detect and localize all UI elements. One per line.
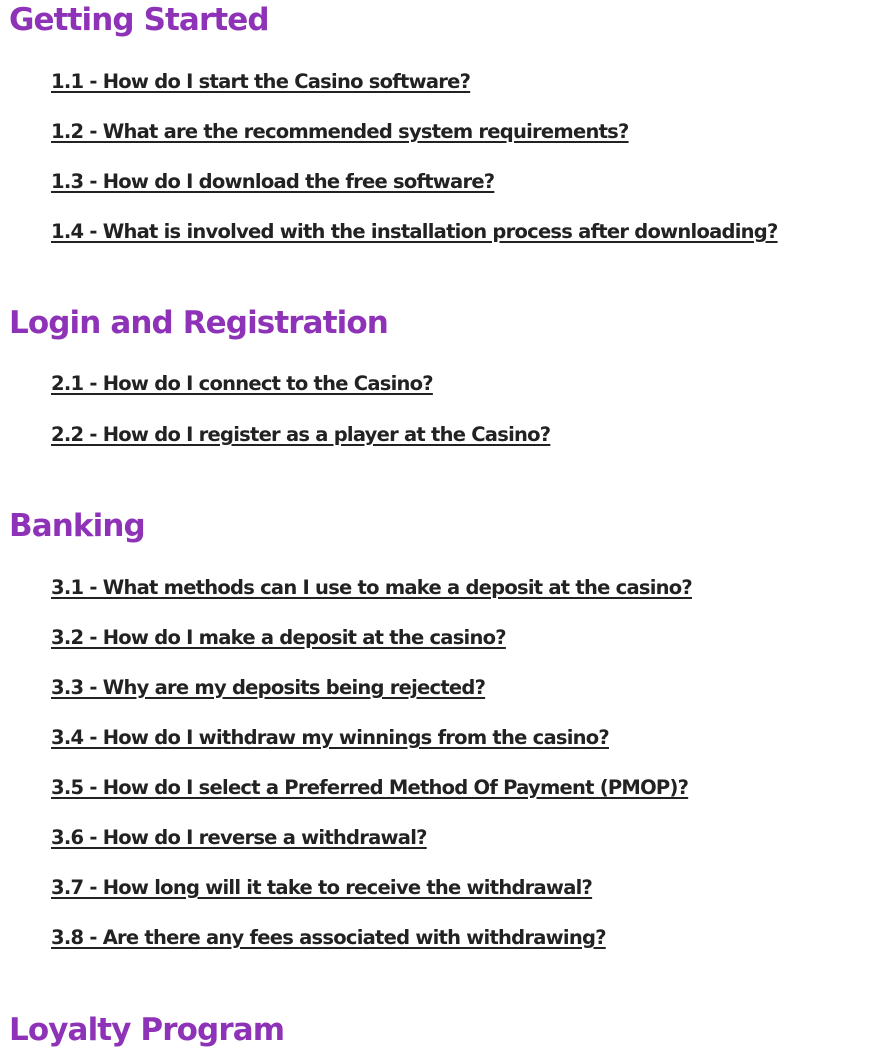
faq-link-3-6[interactable]: 3.6 - How do I reverse a withdrawal? (51, 826, 427, 849)
section-heading-banking: Banking (9, 508, 145, 544)
faq-link-3-1[interactable]: 3.1 - What methods can I use to make a deposit at the casino? (51, 576, 692, 599)
faq-link-1-1[interactable]: 1.1 - How do I start the Casino software? (51, 70, 471, 93)
faq-link-3-5[interactable]: 3.5 - How do I select a Preferred Method Of Payment (PMOP)? (51, 776, 689, 799)
faq-link-3-2[interactable]: 3.2 - How do I make a deposit at the casino? (51, 626, 506, 649)
faq-link-3-3[interactable]: 3.3 - Why are my deposits being rejected? (51, 676, 486, 699)
section-heading-loyalty-program: Loyalty Program (9, 1012, 285, 1048)
faq-link-1-4[interactable]: 1.4 - What is involved with the installation process after downloading? (51, 220, 778, 243)
faq-link-1-3[interactable]: 1.3 - How do I download the free software? (51, 170, 495, 193)
faq-link-2-1[interactable]: 2.1 - How do I connect to the Casino? (51, 372, 433, 395)
section-heading-getting-started: Getting Started (9, 2, 269, 38)
faq-link-3-4[interactable]: 3.4 - How do I withdraw my winnings from the casino? (51, 726, 609, 749)
faq-link-3-8[interactable]: 3.8 - Are there any fees associated with withdrawing? (51, 926, 606, 949)
faq-link-1-2[interactable]: 1.2 - What are the recommended system requirements? (51, 120, 629, 143)
faq-link-3-7[interactable]: 3.7 - How long will it take to receive the withdrawal? (51, 876, 593, 899)
faq-link-2-2[interactable]: 2.2 - How do I register as a player at the Casino? (51, 423, 551, 446)
section-heading-login-registration: Login and Registration (9, 305, 388, 341)
